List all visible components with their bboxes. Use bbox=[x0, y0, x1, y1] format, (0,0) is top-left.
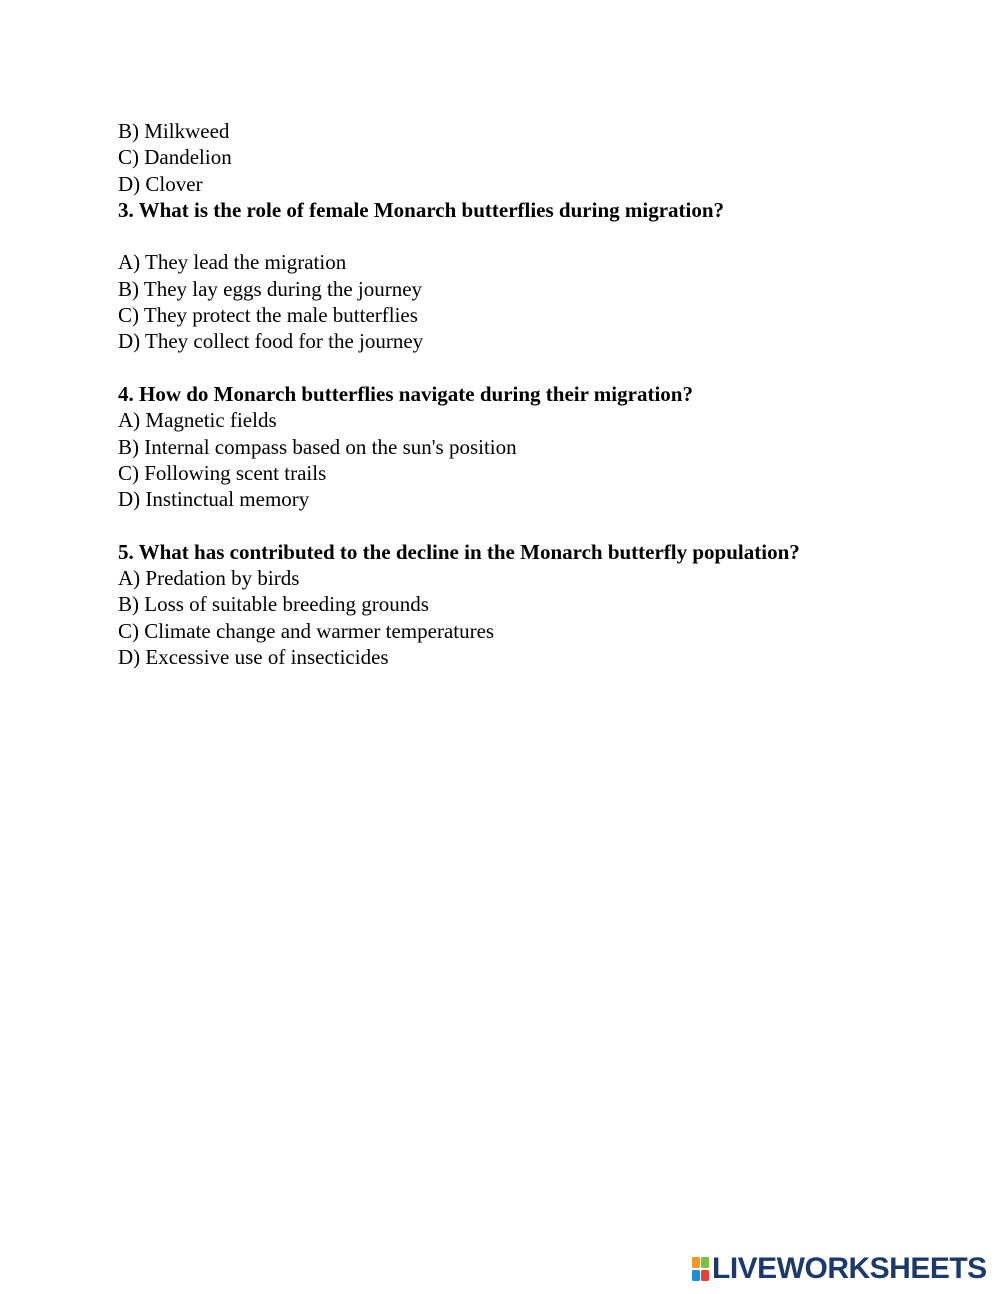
option-q5-c: C) Climate change and warmer temperatures bbox=[118, 618, 495, 643]
option-q5-d: D) Excessive use of insecticides bbox=[118, 644, 389, 669]
option-q4-c: C) Following scent trails bbox=[118, 460, 327, 485]
question-4: 4. How do Monarch butterflies navigate during their migration? bbox=[118, 381, 693, 406]
mark-tile-v bbox=[692, 1270, 700, 1281]
option-q3-c: C) They protect the male butterflies bbox=[118, 303, 418, 328]
option-q2-d: D) Clover bbox=[118, 171, 203, 196]
mark-tile-l bbox=[692, 1257, 700, 1268]
option-q4-d: D) Instinctual memory bbox=[118, 487, 310, 512]
option-q4-a: A) Magnetic fields bbox=[118, 408, 277, 433]
option-q2-c: C) Dandelion bbox=[118, 145, 232, 170]
option-q3-a: A) They lead the migration bbox=[118, 250, 347, 275]
logo-text: LIVEWORKSHEETS bbox=[712, 1252, 987, 1285]
option-q3-d: D) They collect food for the journey bbox=[118, 329, 424, 354]
option-q2-b: B) Milkweed bbox=[118, 119, 230, 143]
option-q5-a: A) Predation by birds bbox=[118, 566, 300, 591]
option-q3-b: B) They lay eggs during the journey bbox=[118, 276, 423, 301]
worksheet-page bbox=[118, 118, 958, 670]
option-q5-b: B) Loss of suitable breeding grounds bbox=[118, 592, 429, 617]
question-3: 3. What is the role of female Monarch butterflies during migration? bbox=[118, 197, 725, 222]
mark-tile-i bbox=[701, 1257, 709, 1268]
liveworksheets-mark-icon bbox=[692, 1257, 709, 1281]
liveworksheets-logo bbox=[692, 1254, 987, 1284]
option-q4-b: B) Internal compass based on the sun's position bbox=[118, 434, 517, 459]
mark-tile-e bbox=[701, 1270, 709, 1281]
question-5: 5. What has contributed to the decline in the Monarch butterfly population? bbox=[118, 539, 800, 564]
